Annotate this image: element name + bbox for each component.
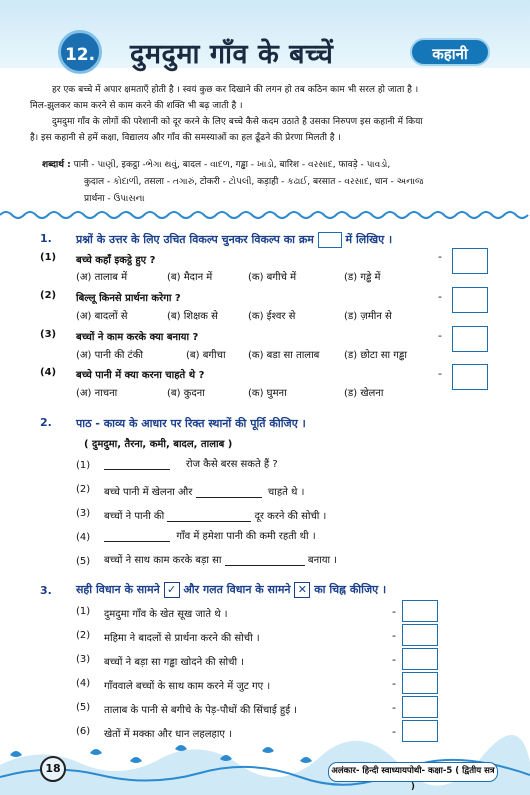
tf-2-text: महिमा ने बादलों से प्रार्थना करने की सोची । <box>104 633 260 644</box>
q4-answer-box[interactable] <box>452 364 488 390</box>
q4-option-b: (ब) कुदना <box>167 388 205 399</box>
q2-option-a: (अ) बादलों से <box>76 311 128 322</box>
fill-2-text <box>104 484 304 498</box>
tf-3-dash: - <box>392 653 396 666</box>
fill-4-text <box>104 528 316 542</box>
tf-1-dash: - <box>392 605 396 618</box>
tf-5-answer-box[interactable] <box>402 696 438 718</box>
tf-4-dash: - <box>392 677 396 690</box>
q4-dash: - <box>438 367 442 380</box>
q2-answer-box[interactable] <box>452 287 488 313</box>
fill-blank[interactable] <box>196 487 262 498</box>
tf-1-text: दुमदुमा गाँव के खेत सूख जाते थे । <box>104 609 228 620</box>
section-3-heading-b: और गलत विधान के सामने <box>183 583 291 596</box>
lesson-number-badge: 12. <box>58 30 102 74</box>
q3-option-d: (ड) छोटा सा गड्ढा <box>344 350 407 361</box>
section-3-heading-c: का चिह्न कीजिए । <box>314 583 387 596</box>
q1-dash: - <box>438 250 442 263</box>
page-number: 18 <box>40 756 66 782</box>
fill-3-number: (3) <box>76 508 91 519</box>
intro-line: हर एक बच्चे में अपार क्षमताएँ होती है । स्वयं कुछ कर दिखाने की लगन हो तब कठिन काम भी सरल हो जाता है । <box>52 85 419 95</box>
fill-blank[interactable] <box>104 459 170 470</box>
tf-1-answer-box[interactable] <box>402 600 438 622</box>
tf-5-number: (5) <box>76 702 91 713</box>
q3-option-c: (क) बडा सा तालाब <box>248 350 320 361</box>
tf-6-number: (6) <box>76 726 91 737</box>
q4-option-a: (अ) नाचना <box>76 388 118 399</box>
q3-text: बच्चों ने काम करके क्या बनाया ? <box>76 332 199 343</box>
q2-option-c: (क) ईश्वर से <box>248 311 296 322</box>
q1-answer-box[interactable] <box>452 248 488 274</box>
fill-4-number: (4) <box>76 532 91 543</box>
section-2-number: 2. <box>40 416 52 429</box>
intro-line: है। इस कहानी से हमें कक्षा, विद्यालय और गाँव की समस्याओं का हल ढूँढने की प्रेरणा मिलती है । <box>30 133 341 143</box>
genre-badge: कहानी <box>410 38 490 66</box>
q4-number: (4) <box>40 367 57 378</box>
q3-number: (3) <box>40 329 57 340</box>
q1-text: बच्चे कहाँ इकट्ठे हुए ? <box>76 255 156 266</box>
vocab-label: शब्दार्थ : <box>42 160 71 170</box>
fill-blank[interactable] <box>167 511 251 522</box>
fill-1-text <box>104 456 278 470</box>
cross-mark-icon: ✕ <box>294 582 310 598</box>
section-2-heading: पाठ - काव्य के आधार पर रिक्त स्थानों की पूर्ति कीजिए । <box>76 417 306 430</box>
tf-6-dash: - <box>392 725 396 738</box>
q2-number: (2) <box>40 290 57 301</box>
fill-3-after: दूर करने की सोची । <box>254 511 327 522</box>
fill-5-before: बच्चों ने साथ काम करके बड़ा सा <box>104 555 222 566</box>
tf-5-text: तालाब के पानी से बगीचे के पेड़-पौधों की सिंचाई हुई । <box>104 705 298 716</box>
vocab-line: पानी - પાણી, इकट्ठा -ભેગા થવું, बादल - વાદળ, गड्ढा - ખાડો, बारिश - વરસાદ, फावड़े - પાવડો, <box>73 160 391 170</box>
q1-option-b: (ब) मैदान में <box>167 272 213 283</box>
fill-4-after: गाँव में हमेशा पानी की कमी रहती थी । <box>176 531 316 542</box>
answer-box-sample <box>318 232 342 248</box>
tf-6-text: खेतों में मक्का और धान लहलहाए । <box>104 729 232 740</box>
q4-text: बच्चे पानी में क्या करना चाहते थे ? <box>76 370 205 381</box>
q4-option-c: (क) घुमना <box>248 388 287 399</box>
q3-dash: - <box>438 329 442 342</box>
intro-line: मिल-झुलकर काम करने से काम करने की शक्ति भी बढ़ जाती है । <box>30 101 243 111</box>
wave-divider <box>0 208 530 222</box>
fill-1-number: (1) <box>76 460 91 471</box>
fill-5-number: (5) <box>76 556 91 567</box>
section-1-heading-end: में लिखिए । <box>345 233 393 246</box>
q3-answer-box[interactable] <box>452 326 488 352</box>
lesson-title: दुमदुमा गाँव के बच्चें <box>130 39 334 70</box>
q2-option-b: (ब) शिक्षक से <box>167 311 218 322</box>
tf-4-text: गाँववाले बच्चों के साथ काम करने में जुट गए । <box>104 681 271 692</box>
fill-2-number: (2) <box>76 484 91 495</box>
word-bank: ( दुमदुमा, तैरना, कमी, बादल, तालाब ) <box>84 439 233 450</box>
q3-option-a: (अ) पानी की टंकी <box>76 350 143 361</box>
section-1-heading <box>76 232 392 248</box>
tf-2-answer-box[interactable] <box>402 624 438 646</box>
vocab-line: प्रार्थना - ઉપાસના <box>84 194 145 204</box>
section-3-heading <box>76 582 386 598</box>
q2-option-d: (ड) ज़मीन से <box>344 311 392 322</box>
tf-3-number: (3) <box>76 654 91 665</box>
fill-2-before: बच्चे पानी में खेलना और <box>104 487 193 498</box>
q1-option-a: (अ) तालाब में <box>76 272 128 283</box>
fill-3-before: बच्चों ने पानी की <box>104 511 165 522</box>
intro-paragraph <box>30 82 502 146</box>
tf-4-answer-box[interactable] <box>402 672 438 694</box>
q2-dash: - <box>438 290 442 303</box>
fill-5-after: बनाया । <box>307 555 338 566</box>
tf-3-answer-box[interactable] <box>402 648 438 670</box>
vocab-line: कुदाल - કોદાળી, तसला - તગારું, टोकरी - ટોપલી, कड़ाही - કઢાઈ, बरसात - વરસાદ, धान - અનાજ <box>84 177 424 187</box>
fill-3-text <box>104 508 326 522</box>
q1-option-c: (क) बगीचे में <box>248 272 297 283</box>
section-3-number: 3. <box>40 584 52 597</box>
q1-number: (1) <box>40 252 57 263</box>
tf-2-number: (2) <box>76 630 91 641</box>
check-mark-icon: ✓ <box>164 582 180 598</box>
fill-2-after: चाहते थे । <box>267 487 305 498</box>
fill-5-text <box>104 552 337 566</box>
tf-1-number: (1) <box>76 606 91 617</box>
section-3-heading-a: सही विधान के सामने <box>76 583 160 596</box>
q3-option-b: (ब) बगीचा <box>186 350 226 361</box>
section-1-heading-text: प्रश्नों के उत्तर के लिए उचित विकल्प चुनकर विकल्प का क्रम <box>76 233 314 246</box>
vocabulary-block <box>42 157 502 208</box>
intro-line: दुमदुमा गाँव के लोगों की परेशानी को दूर करने के लिए बच्चे कैसे कदम उठाते है उसका निरुपण इस कहानी में किया <box>52 117 423 127</box>
tf-4-number: (4) <box>76 678 91 689</box>
tf-2-dash: - <box>392 629 396 642</box>
tf-5-dash: - <box>392 701 396 714</box>
q2-text: बिल्लू किनसे प्रार्थना करेगा ? <box>76 293 181 304</box>
section-1-number: 1. <box>40 232 52 245</box>
tf-3-text: बच्चों ने बड़ा सा गड्ढा खोदने की सोची । <box>104 657 245 668</box>
fill-blank[interactable] <box>104 531 170 542</box>
fill-blank[interactable] <box>225 555 305 566</box>
footer-book-label: अलंकार- हिन्दी स्वाध्यायपोथी- कक्षा-5 ( द्वितीय सत्र ) <box>328 762 498 782</box>
q4-option-d: (ड) खेलना <box>344 388 384 399</box>
q1-option-d: (ड) गड्ढे में <box>344 272 381 283</box>
fill-1-after: रोज कैसे बरस सकते हैं ? <box>185 459 278 470</box>
